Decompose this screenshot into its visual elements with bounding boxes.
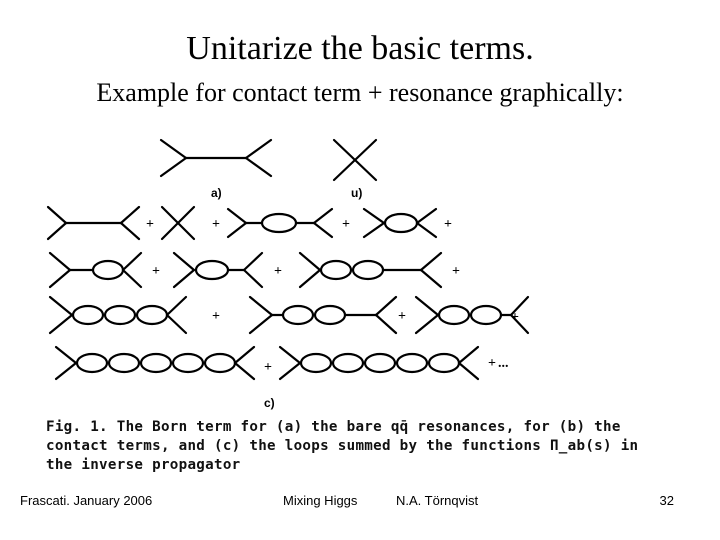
- label-a: a): [211, 186, 222, 200]
- caption-line: contact terms, and (c) the loops summed by the functions Π_ab(s) in: [46, 438, 639, 454]
- row-2-diagrams: [50, 253, 441, 287]
- plus-sign: +: [444, 217, 452, 232]
- footer-date: Frascati. January 2006: [20, 493, 153, 508]
- plus-sign: +: [488, 356, 496, 371]
- born-resonance-diagram: [161, 140, 271, 176]
- plus-sign: +: [274, 264, 282, 279]
- caption-line: Fig. 1. The Born term for (a) the bare qq̄ resonances, for (b) the: [46, 419, 621, 435]
- plus-sign: +: [511, 310, 519, 325]
- label-b: u): [351, 186, 363, 200]
- plus-sign: +: [398, 309, 406, 324]
- figure-caption: [46, 418, 686, 475]
- plus-sign: +: [212, 217, 220, 232]
- page-number: 32: [659, 493, 674, 508]
- label-c: c): [264, 396, 275, 410]
- diagram-canvas: [36, 135, 686, 415]
- plus-sign: +: [452, 264, 460, 279]
- plus-sign: +: [152, 264, 160, 279]
- row-3-diagrams: [50, 297, 528, 333]
- footer-author: N.A. Törnqvist: [396, 493, 479, 508]
- caption-line: the inverse propagator: [46, 457, 241, 473]
- ellipsis: ...: [498, 356, 509, 371]
- plus-sign: +: [212, 309, 220, 324]
- contact-term-diagram: [334, 140, 376, 180]
- slide-subtitle: Example for contact term + resonance graphically:: [96, 78, 624, 107]
- plus-sign: +: [264, 360, 272, 375]
- plus-sign: +: [342, 217, 350, 232]
- plus-sign: +: [146, 217, 154, 232]
- footer-title: Mixing Higgs: [283, 493, 358, 508]
- row-1-diagrams: [48, 207, 436, 239]
- slide-title: Unitarize the basic terms.: [186, 30, 534, 67]
